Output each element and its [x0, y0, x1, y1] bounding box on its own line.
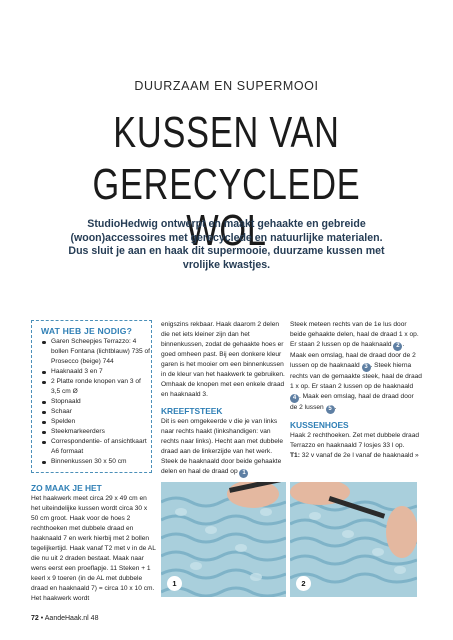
- col3-text-2: Haak 2 rechthoeken. Zet met dubbele draad Terrazzo en haaknaald 7 losjes 33 l op.: [290, 432, 420, 449]
- materials-box: [31, 320, 152, 473]
- photo-label-2: 2: [296, 576, 311, 591]
- col3-text-c: . Steek hierna rechts van de gemaakte steek, haal de draad 1 x op. Er staan 2 lussen op de haaknaald: [290, 362, 422, 390]
- list-item: Spelden: [42, 417, 150, 427]
- howto-text: Het haakwerk meet circa 29 x 49 cm en het uiteindelijke kussen wordt circa 30 x 50 cm groot. Haak voor de hoes 2 rechthoeken met dubbele draad en haaknaald 7 en werk hierbij met 2 bollen tegelijkertijd. Haak vanaf T2 met v in de AL die nu uit 2 draden bestaat. Maak naar wens eerst een proeflapje. 11 Steken + 1 keerl x 9 toeren (in de AL met dubbele draad en haaknaald 7) = circa 10 x 10 cm. Het haakwerk wordt: [31, 495, 156, 602]
- col2-text-2-body: Dit is een omgekeerde v die je van links naar rechts haakt (linkshandigen: van rechts naar links). Hecht aan met dubbele draad aan de linkerzijde van het werk. Steek de haaknaald door beide gehaakte delen en haal de draad op: [161, 418, 284, 475]
- crochet-photo-1: [161, 482, 286, 597]
- howto-section: [31, 482, 156, 604]
- col2-text-2: [161, 417, 285, 478]
- col3-text-b: . Maak een omslag, haal de draad door de 2 lussen op de haaknaald: [290, 341, 416, 369]
- kicker: DUURZAAM EN SUPERMOOI: [134, 79, 319, 93]
- footer-source: AandeHaak.nl 48: [44, 615, 99, 622]
- page-title-line-2: GERECYCLEDE WOL: [92, 160, 361, 255]
- list-item: Binnenkussen 30 x 50 cm: [42, 457, 150, 467]
- step-badge-5: 5: [326, 405, 335, 414]
- list-item: Schaar: [42, 407, 150, 417]
- list-item: 2 Platte ronde knopen van 3 of 3,5 cm Ø: [42, 377, 150, 397]
- step-badge-1: 1: [239, 469, 248, 478]
- t1-label: T1:: [290, 452, 300, 459]
- intro-text: StudioHedwig ontwerpt en maakt gehaakte en gebreide (woon)accessoires met gerecyclede en natuurlijke materialen. Dus sluit je aan en haak dit supermooie, duurzame kussen met vrolijke kwastjes.: [68, 218, 385, 271]
- column-3: [290, 320, 422, 461]
- t1-text: 32 v vanaf de 2e l vanaf de haaknaald: [301, 452, 414, 459]
- step-badge-3: 3: [362, 363, 371, 372]
- col3-steps: [290, 320, 422, 414]
- col3-text-d: . Maak een omslag, haal de draad door de 2 lussen: [290, 393, 414, 411]
- page-footer: [31, 615, 98, 622]
- col3-text-a: Steek meteen rechts van de 1e lus door beide gehaakte delen, haal de draad 1 x op. Er staan 2 lussen op de haaknaald: [290, 321, 419, 348]
- page-number: 72: [31, 615, 39, 622]
- materials-list: [42, 337, 150, 467]
- list-item: Stopnaald: [42, 397, 150, 407]
- list-item: Garen Scheepjes Terrazzo: 4 bollen Fontana (lichtblauw) 735 of Prosecco (beige) 744: [42, 337, 150, 367]
- materials-heading: WAT HEB JE NODIG?: [41, 326, 133, 336]
- continue-arrow: »: [415, 452, 419, 459]
- howto-heading: ZO MAAK JE HET: [31, 483, 102, 493]
- photo-label-1: 1: [167, 576, 182, 591]
- step-badge-4: 4: [290, 394, 299, 403]
- kreeftsteek-heading: KREEFTSTEEK: [161, 406, 223, 416]
- list-item: Haaknaald 3 en 7: [42, 367, 150, 377]
- col2-text-1: enigszins rekbaar. Haak daarom 2 delen die net iets kleiner zijn dan het binnenkussen, zodat de gehaakte hoes er goed omheen past. Bij een donkere kleur garen is het mooier om een binnenkussen in de kleur van het haakwerk te gebruiken. Omhaak de knopen met een enkele draad en haaknaald 3.: [161, 321, 285, 398]
- kussenhoes-heading: KUSSENHOES: [290, 420, 349, 430]
- step-badge-2: 2: [393, 342, 402, 351]
- column-2: [161, 320, 285, 478]
- list-item: Steekmarkeerders: [42, 427, 150, 437]
- col3-text-e: .: [334, 404, 337, 411]
- page-title-line-1: KUSSEN VAN: [113, 108, 340, 157]
- list-item: Correspondentie- of ansichtkaart A6 formaat: [42, 437, 150, 457]
- crochet-photo-2: [290, 482, 417, 597]
- footer-bullet: •: [40, 615, 44, 622]
- col3-t1: [290, 451, 422, 461]
